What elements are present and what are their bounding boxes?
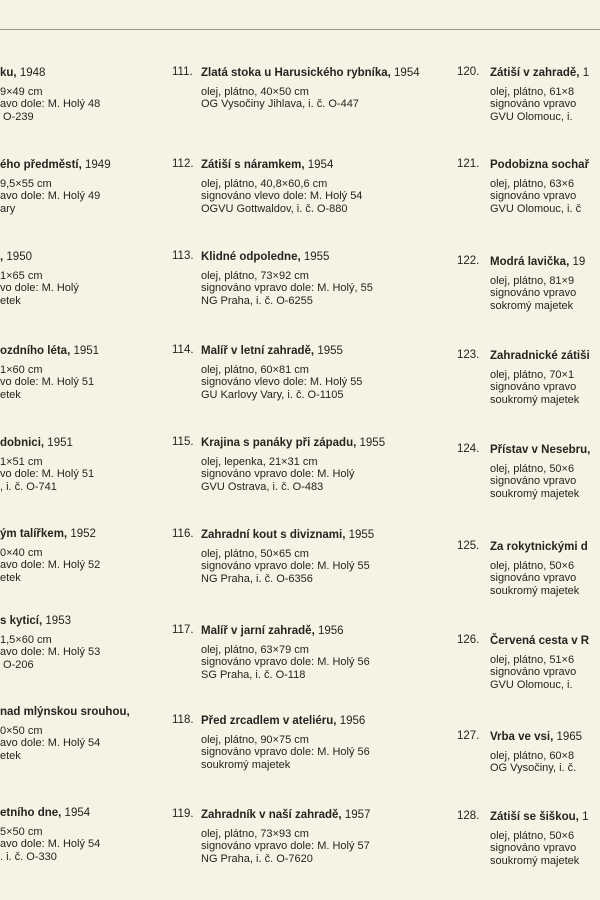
catalog-entry xyxy=(457,540,600,597)
entry-detail-line: signováno vpravo dole: M. Holý 55 xyxy=(201,560,370,573)
entry-detail-line: avo dole: M. Holý 48 xyxy=(0,98,101,111)
entry-title-text: dobnici, xyxy=(0,437,45,449)
entry-detail-line: olej, lepenka, 21×31 cm xyxy=(201,456,318,468)
catalog-entry xyxy=(0,614,100,671)
entry-detail-line: signováno vpravo dole: M. Holý 56 xyxy=(201,656,370,669)
entry-detail-line: GVU Olomouc, i. xyxy=(490,678,573,691)
entry-detail-line: signováno vpravo xyxy=(490,475,577,488)
entry-number: 114. xyxy=(172,344,194,356)
entry-detail-line: signováno vpravo xyxy=(490,572,577,585)
entry-detail-line: signováno vpravo xyxy=(490,287,577,300)
entry-details xyxy=(201,270,423,307)
entry-title-text: Zahradník v naší zahradě, xyxy=(201,809,342,821)
entry-title-text: Zátiší se šiškou, xyxy=(490,811,579,823)
entry-detail-line: 9,5×55 cm xyxy=(0,178,52,190)
entry-title-text: Malíř v letní zahradě, xyxy=(201,345,315,357)
entry-year: 1951 xyxy=(47,437,73,449)
entry-detail-line: SG Praha, i. č. O-118 xyxy=(201,668,306,681)
entry-details xyxy=(0,364,99,401)
entry-detail-line: GVU Ostrava, i. č. O-483 xyxy=(201,480,324,493)
catalog-entry xyxy=(172,436,423,493)
entry-title-text: ku, xyxy=(0,67,17,79)
entry-detail-line: etek xyxy=(0,571,21,584)
entry-detail-line: olej, plátno, 50×6 xyxy=(490,463,575,475)
entry-number: 118. xyxy=(172,714,194,726)
entry-title-text: , xyxy=(0,251,4,263)
entry-detail-line: vo dole: M. Holý 51 xyxy=(0,468,95,481)
entry-detail-line: vo dole: M. Holý 51 xyxy=(0,376,95,389)
entry-detail-line: soukromý majetek xyxy=(490,584,580,597)
entry-detail-line: NG Praha, i. č. O-7620 xyxy=(201,852,313,865)
entry-title-text: ého předměstí, xyxy=(0,159,82,171)
entry-title xyxy=(201,158,423,172)
catalog-entry xyxy=(0,158,111,215)
entry-detail-line: O-239 xyxy=(0,110,34,123)
entry-details xyxy=(201,644,423,681)
entry-year: 1956 xyxy=(317,625,344,637)
entry-year: 1954 xyxy=(307,159,334,171)
entry-number: 127. xyxy=(457,730,480,742)
entry-detail-line: signováno vpravo dole: M. Holý 56 xyxy=(201,746,370,759)
entry-title xyxy=(490,66,600,80)
entry-detail-line: OGVU Gottwaldov, i. č. O-880 xyxy=(201,202,348,215)
entry-title-text: Vrba ve vsi, xyxy=(490,731,554,743)
entry-year: 1 xyxy=(582,67,590,79)
entry-detail-line: signováno vpravo xyxy=(490,842,577,855)
entry-year: 1949 xyxy=(85,159,111,171)
catalog-entry xyxy=(172,714,423,771)
entry-detail-line: olej, plátno, 61×8 xyxy=(490,86,575,98)
entry-title xyxy=(0,527,100,541)
entry-detail-line: olej, plátno, 50×65 cm xyxy=(201,548,309,560)
entry-number: 117. xyxy=(172,624,194,636)
entry-detail-line: olej, plátno, 50×6 xyxy=(490,560,575,572)
entry-details xyxy=(201,828,423,865)
entry-title xyxy=(201,66,423,80)
entry-title-text: Podobizna sochař xyxy=(490,159,590,171)
entry-title-text: Klidné odpoledne, xyxy=(201,251,301,263)
entry-detail-line: olej, plátno, 90×75 cm xyxy=(201,734,309,746)
entry-number: 125. xyxy=(457,540,480,552)
catalog-entry xyxy=(0,527,100,584)
catalog-entry xyxy=(457,255,600,312)
entry-detail-line: 9×49 cm xyxy=(0,86,43,98)
catalog-entry xyxy=(172,158,423,215)
catalog-entry xyxy=(457,730,600,775)
entry-year: 1955 xyxy=(317,345,343,357)
entry-title xyxy=(201,344,423,358)
entry-year: 1957 xyxy=(344,809,371,821)
entry-detail-line: 1,5×60 cm xyxy=(0,634,52,646)
entry-detail-line: 0×50 cm xyxy=(0,725,43,737)
entry-number: 119. xyxy=(172,808,194,820)
catalog-entry xyxy=(0,806,100,863)
entry-number: 113. xyxy=(172,250,194,262)
entry-year: 1948 xyxy=(19,67,46,79)
entry-detail-line: signováno vlevo dole: M. Holý 54 xyxy=(201,190,363,203)
entry-year: 1956 xyxy=(339,715,366,727)
entry-details xyxy=(0,86,100,123)
entry-title-text: Přístav v Nesebru, xyxy=(490,444,591,456)
catalog-entry xyxy=(0,66,100,123)
entry-title xyxy=(0,705,130,719)
entry-detail-line: olej, plátno, 81×9 xyxy=(490,275,575,287)
entry-details xyxy=(201,86,423,111)
entry-number: 126. xyxy=(457,634,480,646)
entry-year: 1955 xyxy=(303,251,330,263)
entry-title-text: Zátiší s náramkem, xyxy=(201,159,305,171)
entry-detail-line: olej, plátno, 63×79 cm xyxy=(201,644,309,656)
entry-detail-line: soukromý majetek xyxy=(490,393,580,406)
catalog-entry xyxy=(172,808,423,865)
entry-detail-line: olej, plátno, 63×6 xyxy=(490,178,575,190)
entry-detail-line: O-206 xyxy=(0,658,34,671)
entry-detail-line: avo dole: M. Holý 54 xyxy=(0,737,101,750)
entry-detail-line: signováno vpravo xyxy=(490,98,577,111)
entry-detail-line: 5×50 cm xyxy=(0,826,43,838)
entry-title-text: Malíř v jarní zahradě, xyxy=(201,625,315,637)
entry-number: 115. xyxy=(172,436,194,448)
catalog-entry xyxy=(457,810,600,867)
entry-title xyxy=(201,528,423,542)
entry-detail-line: olej, plátno, 73×93 cm xyxy=(201,828,309,840)
catalog-entry xyxy=(0,436,94,493)
entry-detail-line: GU Karlovy Vary, i. č. O-1105 xyxy=(201,388,344,401)
entry-details xyxy=(0,826,100,863)
entry-year: 1954 xyxy=(64,807,91,819)
entry-detail-line: , i. č. O-741 xyxy=(0,480,57,493)
entry-details xyxy=(490,86,600,123)
entry-details xyxy=(201,364,423,401)
entry-number: 112. xyxy=(172,158,194,170)
entry-title xyxy=(490,255,600,269)
entry-details xyxy=(0,547,100,584)
entry-detail-line: . i. č. O-330 xyxy=(0,850,57,863)
entry-number: 111. xyxy=(172,66,193,78)
catalog-entry xyxy=(172,250,423,307)
entry-year: 19 xyxy=(572,256,586,268)
entry-year: 1952 xyxy=(70,528,96,540)
entry-detail-line: 1×60 cm xyxy=(0,364,43,376)
entry-detail-line: olej, plátno, 40,8×60,6 cm xyxy=(201,178,328,190)
entry-detail-line: soukromý majetek xyxy=(201,758,291,771)
entry-detail-line: olej, plátno, 60×81 cm xyxy=(201,364,309,376)
entry-details xyxy=(490,463,600,500)
entry-detail-line: ary xyxy=(0,202,16,215)
entry-detail-line: 1×65 cm xyxy=(0,270,43,282)
entry-title xyxy=(490,158,600,172)
entry-detail-line: etek xyxy=(0,294,21,307)
entry-detail-line: signováno vpravo xyxy=(490,666,577,679)
entry-number: 122. xyxy=(457,255,480,267)
entry-details xyxy=(490,369,600,406)
entry-title xyxy=(0,66,100,80)
catalog-entry xyxy=(457,634,600,691)
catalog-entry xyxy=(172,528,423,585)
entry-details xyxy=(0,725,130,762)
entry-number: 121. xyxy=(457,158,480,170)
entry-number: 123. xyxy=(457,349,480,361)
entry-detail-line: avo dole: M. Holý 53 xyxy=(0,646,101,659)
entry-detail-line: soukromý majetek xyxy=(490,487,580,500)
entry-year: 1965 xyxy=(556,731,583,743)
entry-title xyxy=(0,436,94,450)
entry-title xyxy=(0,250,79,264)
entry-title-text: ým talířkem, xyxy=(0,528,68,540)
entry-details xyxy=(0,270,79,307)
catalog-entry xyxy=(0,705,130,762)
entry-title-text: s kyticí, xyxy=(0,615,43,627)
entry-title-text: nad mlýnskou srouhou, xyxy=(0,706,130,718)
entry-title xyxy=(490,443,600,457)
entry-title-text: Zátiší v zahradě, xyxy=(490,67,580,79)
entry-title-text: etního dne, xyxy=(0,807,62,819)
entry-title xyxy=(201,250,423,264)
entry-title xyxy=(490,810,600,824)
entry-details xyxy=(490,830,600,867)
entry-title xyxy=(201,436,423,450)
catalog-entry xyxy=(457,443,600,500)
catalog-entry xyxy=(0,344,99,401)
entry-details xyxy=(0,178,111,215)
entry-details xyxy=(201,734,423,771)
entry-title xyxy=(490,540,600,554)
catalog-entry xyxy=(457,66,600,123)
entry-details xyxy=(201,456,423,493)
entry-detail-line: signováno vpravo xyxy=(490,190,577,203)
entry-detail-line: etek xyxy=(0,388,21,401)
entry-title-text: Červená cesta v R xyxy=(490,635,590,647)
entry-detail-line: olej, plátno, 50×6 xyxy=(490,830,575,842)
entry-title-text: Zahradnické zátiši xyxy=(490,350,590,362)
entry-title xyxy=(490,730,600,744)
entry-title xyxy=(201,624,423,638)
entry-detail-line: signováno vpravo dole: M. Holý xyxy=(201,468,355,481)
entry-detail-line: avo dole: M. Holý 52 xyxy=(0,559,101,572)
entry-title-text: ozdního léta, xyxy=(0,345,71,357)
entry-detail-line: olej, plátno, 40×50 cm xyxy=(201,86,309,98)
top-rule xyxy=(0,29,600,30)
entry-details xyxy=(0,634,100,671)
entry-title-text: Modrá lavička, xyxy=(490,256,570,268)
entry-detail-line: soukromý majetek xyxy=(490,854,580,867)
entry-title-text: Krajina s panáky při západu, xyxy=(201,437,357,449)
entry-detail-line: GVU Olomouc, i. č xyxy=(490,202,582,215)
entry-detail-line: GVU Olomouc, i. xyxy=(490,110,573,123)
catalog-entry xyxy=(172,66,423,111)
entry-details xyxy=(490,750,600,775)
entry-number: 128. xyxy=(457,810,480,822)
entry-title xyxy=(0,806,100,820)
entry-details xyxy=(201,178,423,215)
entry-detail-line: 1×51 cm xyxy=(0,456,43,468)
entry-number: 124. xyxy=(457,443,480,455)
entry-number: 120. xyxy=(457,66,480,78)
entry-title-text: Zlatá stoka u Harusického rybníka, xyxy=(201,67,391,79)
entry-title-text: Za rokytnickými d xyxy=(490,541,588,553)
entry-title xyxy=(490,634,600,648)
entry-year: 1 xyxy=(582,811,589,823)
entry-details xyxy=(201,548,423,585)
entry-detail-line: etek xyxy=(0,749,21,762)
entry-detail-line: signováno vpravo xyxy=(490,381,577,394)
entry-year: 1953 xyxy=(45,615,71,627)
entry-title xyxy=(0,344,99,358)
entry-number: 116. xyxy=(172,528,194,540)
entry-title xyxy=(201,714,423,728)
entry-detail-line: olej, plátno, 70×1 xyxy=(490,369,575,381)
entry-details xyxy=(490,654,600,691)
entry-detail-line: signováno vpravo dole: M. Holý, 55 xyxy=(201,282,373,295)
entry-year: 1955 xyxy=(359,437,386,449)
entry-detail-line: sokromý majetek xyxy=(490,299,574,312)
entry-title-text: Před zrcadlem v ateliéru, xyxy=(201,715,337,727)
entry-detail-line: avo dole: M. Holý 54 xyxy=(0,838,101,851)
entry-year: 1951 xyxy=(73,345,100,357)
entry-detail-line: avo dole: M. Holý 49 xyxy=(0,190,101,203)
entry-detail-line: 0×40 cm xyxy=(0,547,43,559)
entry-year: 1950 xyxy=(6,251,32,263)
entry-year: 1954 xyxy=(394,67,420,79)
catalog-entry xyxy=(172,344,423,401)
catalog-entry xyxy=(457,349,600,406)
entry-details xyxy=(490,178,600,215)
entry-detail-line: olej, plátno, 51×6 xyxy=(490,654,575,666)
catalog-entry xyxy=(457,158,600,215)
entry-title xyxy=(0,614,100,628)
entry-detail-line: olej, plátno, 60×8 xyxy=(490,750,575,762)
entry-detail-line: NG Praha, i. č. O-6356 xyxy=(201,572,313,585)
entry-detail-line: signováno vlevo dole: M. Holý 55 xyxy=(201,376,363,389)
entry-detail-line: OG Vysočiny, i. č. xyxy=(490,762,577,775)
entry-detail-line: olej, plátno, 73×92 cm xyxy=(201,270,309,282)
entry-details xyxy=(490,275,600,312)
entry-detail-line: vo dole: M. Holý xyxy=(0,282,79,295)
entry-detail-line: signováno vpravo dole: M. Holý 57 xyxy=(201,840,370,853)
entry-details xyxy=(490,560,600,597)
entry-title xyxy=(490,349,600,363)
entry-title xyxy=(0,158,111,172)
entry-detail-line: OG Vysočiny Jihlava, i. č. O-447 xyxy=(201,98,359,111)
entry-title xyxy=(201,808,423,822)
entry-details xyxy=(0,456,94,493)
catalog-entry xyxy=(172,624,423,681)
entry-detail-line: NG Praha, i. č. O-6255 xyxy=(201,294,313,307)
entry-title-text: Zahradní kout s diviznami, xyxy=(201,529,346,541)
entry-year: 1955 xyxy=(348,529,375,541)
catalog-entry xyxy=(0,250,79,307)
